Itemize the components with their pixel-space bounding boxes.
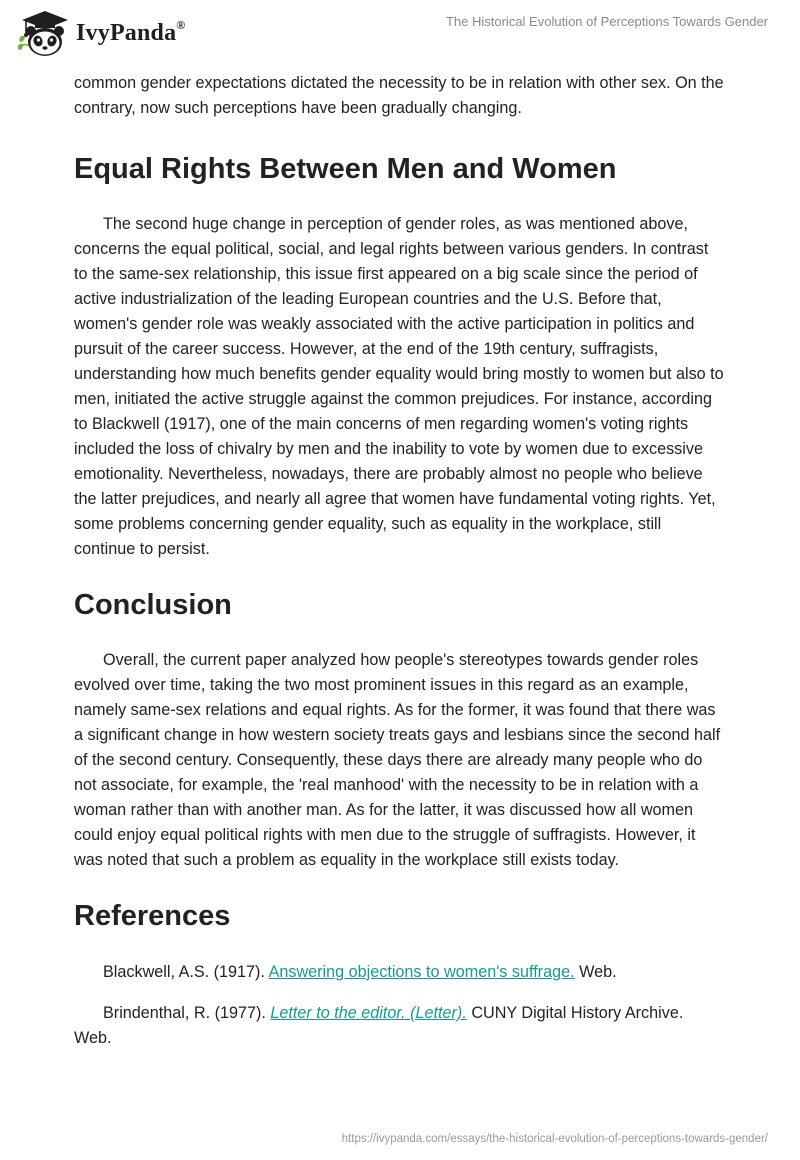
reference-item (74, 960, 724, 985)
essay-content (74, 70, 724, 1051)
registered-mark: ® (176, 17, 186, 32)
conclusion-paragraph: Overall, the current paper analyzed how people's stereotypes towards gender roles evolved over time, taking the two most prominent issues in this regard as an example, namely same-sex relations and equal rights. As for the former, it was found that there was a significant change in how western society treats gays and lesbians since the second half of the second century. Consequently, these days there are already many people who do not associate, for example, the 'real manhood' with the necessity to be in relation with a woman rather than with another man. As for the latter, it was discussed how all women could enjoy equal political rights with men due to the struggle of suffragists. However, it was noted that such a problem as equality in the workplace still exists today. (74, 651, 721, 869)
ivypanda-logo[interactable] (16, 8, 185, 58)
source-url[interactable]: https://ivypanda.com/essays/the-historical-evolution-of-perceptions-towards-gender/ (341, 1133, 768, 1145)
page-header (0, 0, 800, 70)
reference-link[interactable]: Answering objections to women's suffrage. (268, 963, 575, 981)
intro-paragraph: common gender expectations dictated the necessity to be in relation with other sex. On the contrary, now such perceptions have been gradually changing. (74, 74, 724, 117)
heading-conclusion: Conclusion (74, 589, 232, 621)
panda-logo-icon (16, 8, 74, 58)
reference-author: Blackwell, A.S. (1917). (103, 963, 269, 981)
equal-rights-paragraph: The second huge change in perception of gender roles, as was mentioned above, concerns the equal political, social, and legal rights between various genders. In contrast to the same-sex relationship, this issue first appeared on a big scale since the period of active industrialization of the leading European countries and the U.S. Before that, women's gender role was weakly associated with the active participation in politics and pursuit of the career success. However, at the end of the 19th century, suffragists, understanding how much benefits gender equality would bring mostly to women but also to men, initiated the active struggle against the common prejudices. For instance, according to Blackwell (1917), one of the main concerns of men regarding women's voting rights included the loss of chivalry by men and the inability to vote by women due to excessive emotionality. Nevertheless, nowadays, there are probably almost no people who believe the latter prejudices, and nearly all agree that women have fundamental voting rights. Yet, some problems concerning gender equality, such as equality in the workplace, still continue to persist. (74, 215, 724, 558)
brand-text: IvyPanda (76, 19, 177, 46)
reference-suffix: CUNY Digital History Archive. Web. (74, 1004, 684, 1047)
heading-references: References (74, 900, 231, 932)
brand-name (76, 17, 186, 47)
document-title: The Historical Evolution of Perceptions Towards Gender (445, 14, 768, 29)
reference-author: Brindenthal, R. (1977). (103, 1004, 271, 1022)
reference-item (74, 1001, 724, 1051)
heading-equal-rights: Equal Rights Between Men and Women (74, 153, 617, 185)
reference-link[interactable]: Letter to the editor. (Letter). (270, 1004, 467, 1022)
reference-suffix: Web. (574, 963, 617, 981)
